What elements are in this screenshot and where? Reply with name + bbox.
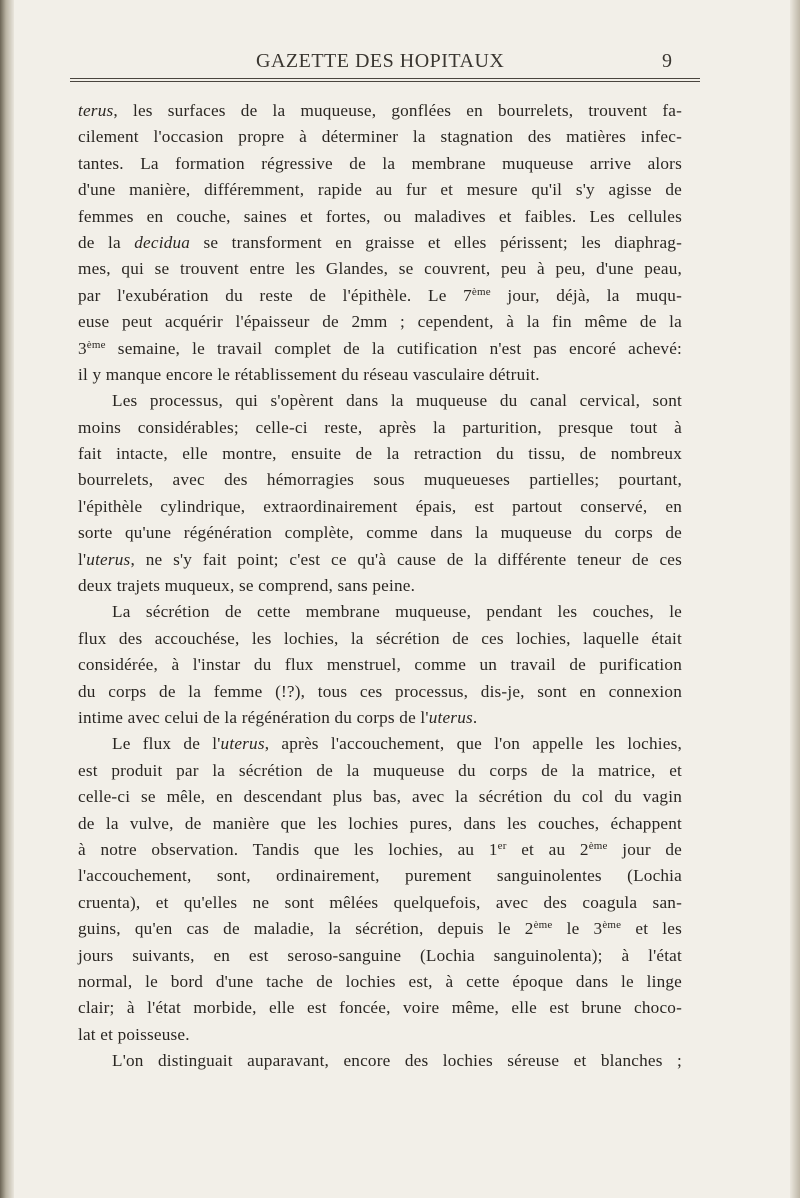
- text-segment: celle-ci se mêle, en descendant plus bas, avec la sécrétion du col du vagin: [78, 787, 682, 807]
- page-header: [70, 44, 700, 80]
- text-segment: le 3: [552, 919, 603, 939]
- text-line: [78, 863, 682, 889]
- text-segment: euse peut acquérir l'épaisseur de 2mm ; cependent, à la fin même de la: [78, 312, 682, 332]
- text-line: [78, 230, 682, 256]
- text-line: [78, 204, 682, 230]
- body-text: [78, 98, 682, 1074]
- text-line: [78, 626, 682, 652]
- text-segment: l'épithèle cylindrique, extraordinairement épais, est partout conservé, en: [78, 496, 682, 516]
- text-line: [78, 599, 682, 625]
- text-segment: bourrelets, avec des hémorragies sous muqueueses partielles; pourtant,: [78, 470, 682, 490]
- text-segment: jours suivants, en est seroso-sanguine (Lochia sanguinolenta); à l'état: [78, 945, 682, 965]
- text-line: [78, 652, 682, 678]
- text-line: [78, 494, 682, 520]
- italic-term: uterus: [86, 549, 131, 569]
- text-line: [78, 520, 682, 546]
- text-line: [78, 124, 682, 150]
- text-segment: de la vulve, de manière que les lochies pures, dans les couches, échappent: [78, 813, 682, 833]
- text-line: [78, 177, 682, 203]
- text-segment: sorte qu'une régénération complète, comme dans la muqueuse du corps de: [78, 523, 682, 543]
- text-segment: , les surfaces de la muqueuse, gonflées en bourrelets, trouvent fa-: [113, 101, 682, 120]
- running-title: GAZETTE DES HOPITAUX: [256, 50, 505, 72]
- text-segment: jour de: [607, 839, 682, 859]
- text-segment: , après l'accouchement, que l'on appelle les lochies,: [264, 734, 682, 754]
- text-segment: intime avec celui de la régénération du corps de l': [78, 707, 429, 727]
- text-segment: Les processus, qui s'opèrent dans la muqueuse du canal cervical, sont: [112, 391, 682, 411]
- italic-term: terus: [78, 101, 114, 120]
- text-line: [78, 467, 682, 493]
- text-line: [78, 441, 682, 467]
- text-segment: l': [78, 549, 87, 569]
- superscript: ème: [471, 285, 491, 298]
- text-segment: tantes. La formation régressive de la membrane muqueuse arrive alors: [78, 153, 682, 173]
- text-line: [78, 890, 682, 916]
- text-segment: L'on distinguait auparavant, encore des lochies séreuse et blanches ;: [112, 1051, 682, 1071]
- text-line: [78, 309, 682, 335]
- text-segment: normal, le bord d'une tache de lochies est, à cette époque dans le linge: [78, 971, 682, 991]
- text-line: [78, 943, 682, 969]
- italic-term: decidua: [134, 232, 191, 252]
- text-segment: La sécrétion de cette membrane muqueuse, pendant les couches, le: [112, 602, 682, 622]
- text-line: [78, 362, 682, 388]
- text-segment: il y manque encore le rétablissement du réseau vasculaire détruit.: [78, 364, 540, 384]
- text-segment: guins, qu'en cas de maladie, la sécrétion, depuis le 2: [78, 919, 534, 939]
- text-segment: Le flux de l': [112, 734, 221, 754]
- text-segment: et au 2: [506, 839, 589, 859]
- text-segment: est produit par la sécrétion de la muqueuse du corps de la matrice, et: [78, 760, 682, 780]
- italic-term: uterus: [220, 734, 265, 754]
- text-segment: , ne s'y fait point; c'est ce qu'à cause de la différente teneur de ces: [130, 549, 682, 569]
- text-segment: fait intacte, elle montre, ensuite de la retraction du tissu, de nombreux: [78, 444, 682, 464]
- text-segment: l'accouchement, sont, ordinairement, purement sanguinolentes (Lochia: [78, 866, 682, 886]
- text-segment: moins considérables; celle-ci reste, après la parturition, presque tout à: [78, 417, 682, 437]
- page-number: 9: [662, 50, 672, 72]
- text-segment: .: [472, 707, 478, 727]
- superscript: er: [497, 839, 507, 852]
- text-line: [78, 758, 682, 784]
- text-line: [78, 679, 682, 705]
- text-line: [78, 916, 682, 942]
- text-line: [78, 573, 682, 599]
- text-line: [78, 415, 682, 441]
- text-segment: femmes en couche, saines et fortes, ou maladives et faibles. Les cellules: [78, 206, 682, 226]
- text-line: [78, 784, 682, 810]
- header-rule-top: [70, 78, 700, 79]
- text-segment: cruenta), et qu'elles ne sont mêlées quelquefois, avec des coagula san-: [78, 892, 682, 912]
- text-segment: d'une manière, différemment, rapide au fur et mesure qu'il s'y agisse de: [78, 180, 682, 200]
- text-segment: de la: [78, 232, 135, 252]
- text-segment: considérée, à l'instar du flux menstruel, comme un travail de purification: [78, 655, 682, 675]
- text-line: [78, 995, 682, 1021]
- text-line: [78, 283, 682, 309]
- text-line: [78, 256, 682, 282]
- italic-term: uterus: [428, 707, 473, 727]
- text-segment: deux trajets muqueux, se comprend, sans peine.: [78, 576, 416, 596]
- text-segment: jour, déjà, la muqu-: [490, 285, 682, 305]
- text-segment: mes, qui se trouvent entre les Glandes, se couvrent, peu à peu, d'une peau,: [78, 259, 682, 279]
- text-line: [78, 705, 682, 731]
- text-segment: cilement l'occasion propre à déterminer la stagnation des matières infec-: [78, 127, 682, 147]
- text-segment: flux des accouchése, les lochies, la sécrétion de ces lochies, laquelle était: [78, 628, 682, 648]
- superscript: ème: [588, 839, 608, 852]
- superscript: ème: [86, 338, 106, 351]
- text-segment: se transforment en graisse et elles périssent; les diaphrag-: [190, 232, 682, 252]
- header-rule-bottom: [70, 81, 700, 82]
- text-line: [78, 547, 682, 573]
- text-line: [78, 151, 682, 177]
- text-segment: lat et poisseuse.: [78, 1024, 190, 1044]
- superscript: ème: [602, 919, 622, 932]
- text-line: [78, 388, 682, 414]
- text-line: [78, 969, 682, 995]
- text-line: [78, 811, 682, 837]
- text-segment: à notre observation. Tandis que les lochies, au 1: [78, 839, 498, 859]
- text-line: [78, 731, 682, 757]
- page-edge-right: [790, 0, 800, 1198]
- text-segment: semaine, le travail complet de la cutification n'est pas encoré achevé:: [105, 338, 682, 358]
- superscript: ème: [533, 919, 553, 932]
- text-segment: et les: [621, 919, 682, 939]
- text-line: [78, 1048, 682, 1074]
- text-segment: clair; à l'état morbide, elle est foncée, voire même, elle est brune choco-: [78, 998, 682, 1018]
- text-segment: du corps de la femme (!?), tous ces processus, dis-je, sont en connexion: [78, 681, 682, 701]
- page-edge-shadow: [0, 0, 14, 1198]
- text-line: [78, 837, 682, 863]
- text-line: [78, 1022, 682, 1048]
- text-segment: par l'exubération du reste de l'épithèle. Le 7: [78, 285, 472, 305]
- text-segment: 3: [78, 338, 87, 358]
- text-line: [78, 336, 682, 362]
- text-line: [78, 98, 682, 124]
